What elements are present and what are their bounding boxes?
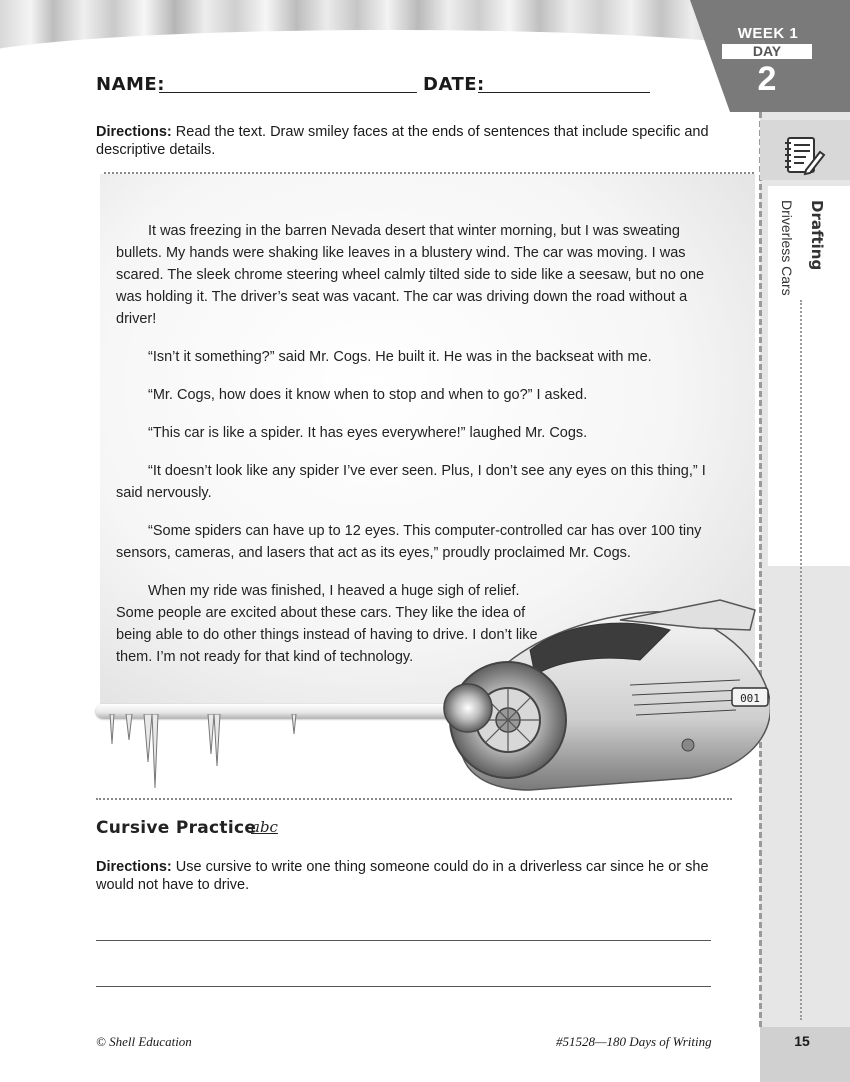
directions-label: Directions: — [96, 859, 172, 875]
snow-dot — [600, 40, 608, 48]
story-paragraph: “Some spiders can have up to 12 eyes. This computer-controlled car has over 100 tiny sensors, cameras, and lasers that act as its eyes,” proudly proclaimed Mr. Cogs. — [116, 523, 702, 561]
driverless-car-image — [440, 590, 770, 800]
name-label: NAME: — [96, 74, 165, 95]
snow-dot — [148, 42, 156, 50]
snow-dot — [396, 40, 404, 48]
notebook-pencil-icon — [782, 134, 826, 176]
directions-text: Use cursive to write one thing someone could do in a driverless car since he or she would not have to drive. — [96, 859, 709, 893]
cursive-abc-icon: abc — [251, 818, 278, 836]
writing-line[interactable] — [96, 986, 711, 987]
cursive-directions — [96, 858, 746, 894]
snow-dot — [346, 40, 354, 48]
snow-dot — [296, 40, 304, 48]
license-plate: 001 — [740, 692, 760, 705]
winter-trees-banner — [0, 0, 760, 52]
footer-copyright: © Shell Education — [96, 1034, 192, 1049]
snow-dot — [196, 40, 204, 48]
topic-title: Driverless Cars — [779, 200, 795, 296]
snow-dot — [496, 40, 504, 48]
page-number: 15 — [794, 1033, 810, 1049]
side-dotted-line — [800, 300, 802, 1020]
snow-dot — [650, 40, 658, 48]
reading-directions — [96, 123, 746, 159]
story-paragraph: “Mr. Cogs, how does it know when to stop and when to go?” I asked. — [148, 387, 588, 403]
day-label: DAY — [722, 44, 812, 59]
section-title: Drafting — [808, 200, 826, 271]
story-paragraph: When my ride was finished, I heaved a huge sigh of relief. Some people are excited about these cars. They like the idea of being able to do other things instead of having to drive. I don’t like them. I’m not ready for that kind of technology. — [116, 583, 538, 665]
snow-dot — [548, 40, 556, 48]
name-field[interactable] — [159, 92, 417, 93]
directions-text: Read the text. Draw smiley faces at the ends of sentences that include specific and descriptive details. — [96, 124, 709, 158]
week-label: WEEK 1 — [737, 25, 799, 42]
divider-bottom — [96, 798, 732, 800]
icicles — [96, 714, 416, 794]
cursive-practice-title: Cursive Practice — [96, 818, 257, 838]
date-label: DATE: — [423, 74, 485, 95]
date-field[interactable] — [478, 92, 650, 93]
story-paragraph: It was freezing in the barren Nevada desert that winter morning, but I was sweating bullets. My hands were shaking like leaves in a blustery wind. The car was moving. I was scared. The sleek chrome steering wheel calmly tilted side to side like a seesaw, but no one was holding it. The driver’s seat was vacant. The car was driving down the road without a driver! — [116, 223, 705, 327]
snow-dot — [446, 40, 454, 48]
writing-line[interactable] — [96, 940, 711, 941]
side-dashed-border — [759, 112, 762, 1027]
story-paragraph: “Isn’t it something?” said Mr. Cogs. He built it. He was in the backseat with me. — [148, 349, 652, 365]
snow-dot — [244, 40, 252, 48]
footer-book-title: #51528—180 Days of Writing — [556, 1034, 712, 1049]
day-number: 2 — [757, 60, 777, 98]
story-paragraph: “This car is like a spider. It has eyes everywhere!” laughed Mr. Cogs. — [148, 425, 588, 441]
directions-label: Directions: — [96, 124, 172, 140]
story-paragraph: “It doesn’t look like any spider I’ve ever seen. Plus, I don’t see any eyes on this thing,” I said nervously. — [116, 463, 706, 501]
